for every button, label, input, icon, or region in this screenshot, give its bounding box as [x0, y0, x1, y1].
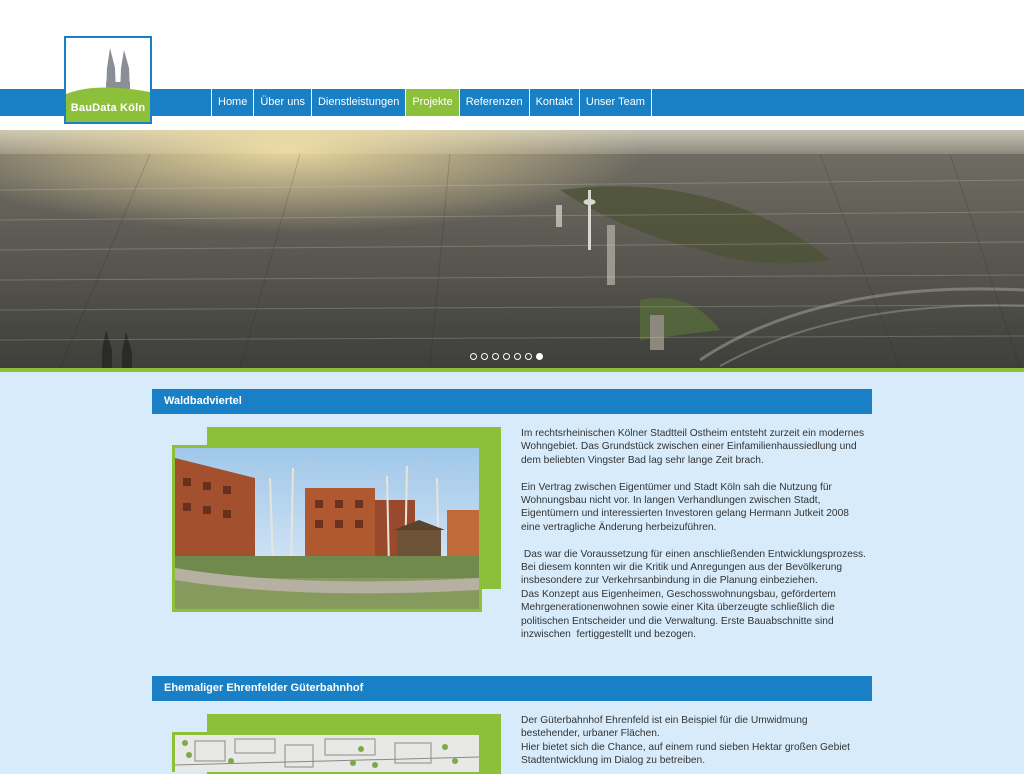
slider-dot-6[interactable]	[525, 353, 532, 360]
nav-item-unser-team[interactable]: Unser Team	[579, 89, 652, 116]
waldbadviertel-photo	[175, 448, 479, 609]
slider-dot-1[interactable]	[470, 353, 477, 360]
hero-divider	[0, 368, 1024, 372]
logo[interactable]	[64, 36, 152, 124]
project-description-gueterbahnhof	[521, 714, 866, 768]
nav-item-referenzen[interactable]: Referenzen	[459, 89, 529, 116]
slider-dot-5[interactable]	[514, 353, 521, 360]
nav-item-kontakt[interactable]: Kontakt	[529, 89, 579, 116]
slider-dot-2[interactable]	[481, 353, 488, 360]
slider-dot-7[interactable]	[536, 353, 543, 360]
nav-item-projekte[interactable]: Projekte	[405, 89, 458, 116]
paragraph: Das Konzept aus Eigenheimen, Geschosswohnungsbau, gefördertem Mehrgenerationenwohnen sowie einer Kita überzeugte schließlich die politischen Entscheider und die Verwaltung. Erste Bauabschnitte sind inzwischen fertiggestellt und bezogen.	[521, 588, 839, 641]
slider-dot-4[interactable]	[503, 353, 510, 360]
nav-item-dienstleistungen[interactable]: Dienstleistungen	[311, 89, 405, 116]
nav-item-home[interactable]: Home	[211, 89, 253, 116]
slider-dot-3[interactable]	[492, 353, 499, 360]
slider-pagination	[470, 353, 543, 360]
project-photo-frame	[172, 445, 482, 612]
gueterbahnhof-plan-image	[175, 735, 479, 772]
logo-text: BauData Köln	[70, 102, 146, 114]
paragraph: Der Güterbahnhof Ehrenfeld ist ein Beispiel für die Umwidmung bestehender, urbaner Flächen.	[521, 715, 808, 740]
project-title-waldbadviertel: Waldbadviertel	[152, 389, 872, 414]
main-menu	[211, 89, 652, 116]
hero-slider-image	[0, 130, 1024, 368]
paragraph: Das war die Voraussetzung für einen anschließenden Entwicklungsprozess. Bei diesem konnten wir die Kritik und Anregungen aus der Bevölkerung insbesondere zur Verkehrsanbindung in die Planung einbeziehen.	[521, 548, 869, 587]
paragraph: Ein Vertrag zwischen Eigentümer und Stadt Köln sah die Nutzung für Wohnungsbau nicht vor. In langen Verhandlungen zwischen Stadt, Eigentümern und interessierten Investoren gelang Hermann Jutkeit 2008 eine vertragliche Änderung herbeizuführen.	[521, 481, 849, 533]
nav-item-ueber-uns[interactable]: Über uns	[253, 89, 311, 116]
city-panorama-image	[0, 130, 1024, 368]
project-title-gueterbahnhof: Ehemaliger Ehrenfelder Güterbahnhof	[152, 676, 872, 701]
paragraph: Im rechtsrheinischen Kölner Stadtteil Ostheim entsteht zurzeit ein modernes Wohngebiet. Das Grundstück zwischen einer Einfamilienhaussiedlung und dem beliebten Vingster Bad lag sehr lange Zeit brach.	[521, 428, 865, 466]
project-description-waldbadviertel	[521, 427, 869, 641]
paragraph: Hier bietet sich die Chance, auf einem rund sieben Hektar großen Gebiet Stadtentwicklung im Dialog zu betreiben.	[521, 741, 851, 767]
project-photo-frame	[172, 732, 482, 772]
